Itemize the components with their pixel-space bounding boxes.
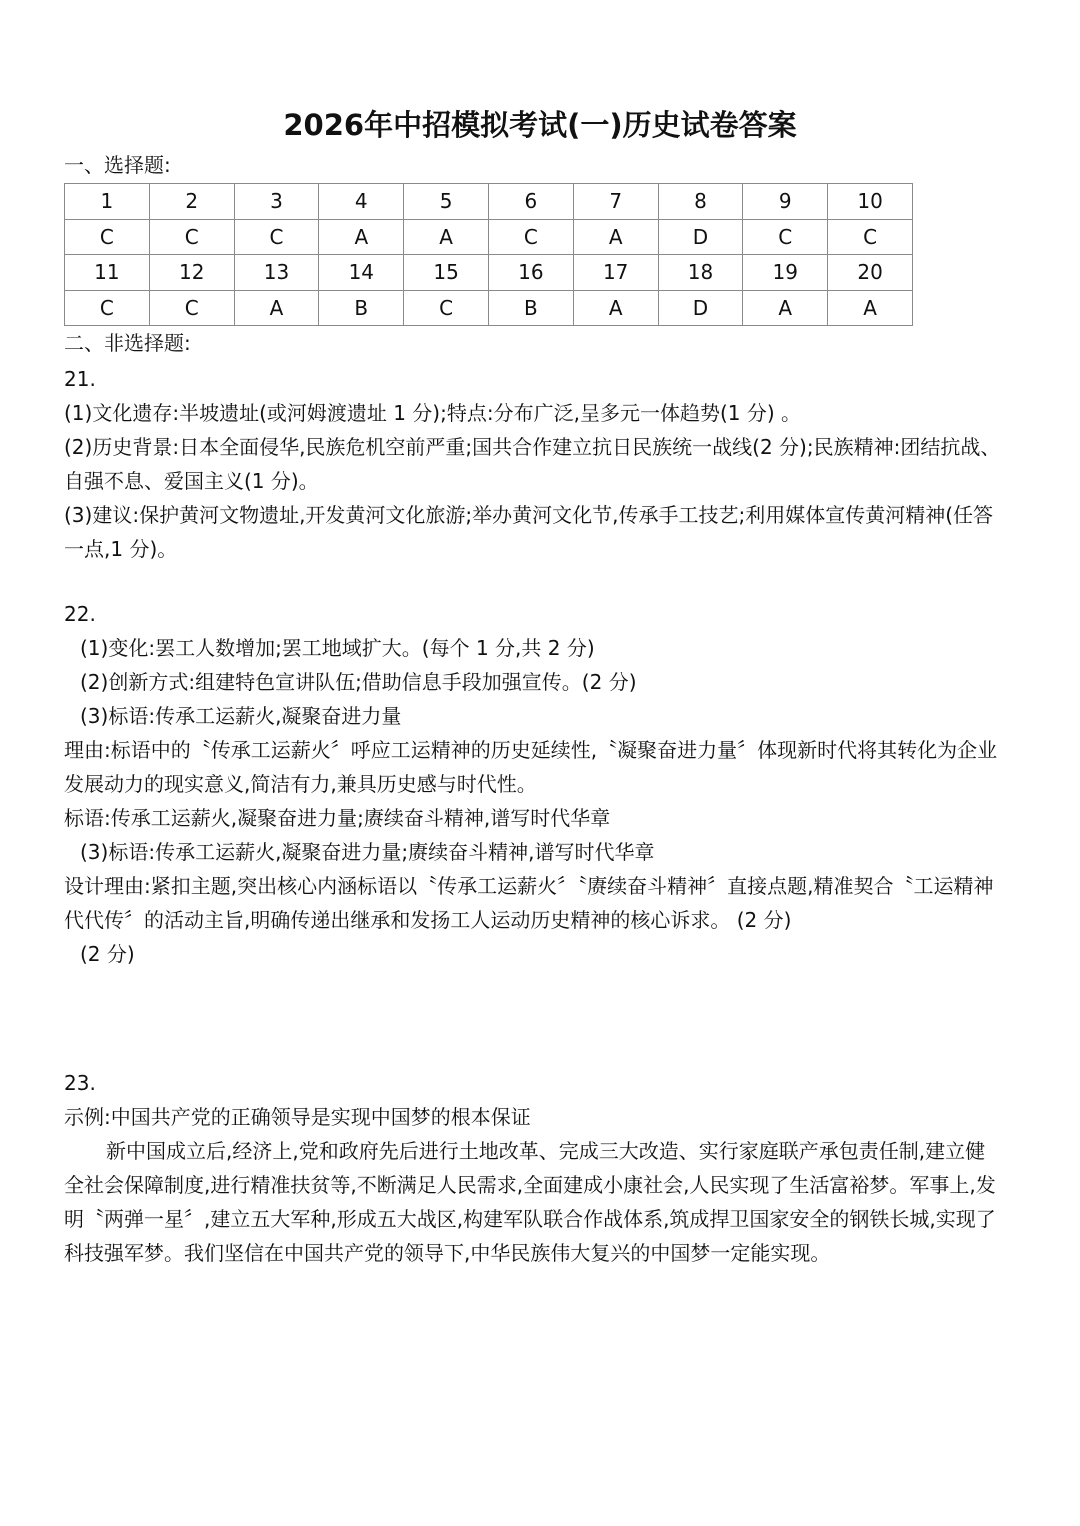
answer-paragraph: 理由:标语中的〝传承工运薪火〞呼应工运精神的历史延续性,〝凝聚奋进力量〞体现新时代将其转化为企业发展动力的现实意义,简洁有力,兼具历史感与时代性。 bbox=[64, 738, 998, 796]
question-number-cell: 4 bbox=[319, 184, 404, 220]
question-number-cell: 6 bbox=[488, 184, 573, 220]
section-multiple-choice-heading: 一、选择题: bbox=[64, 153, 171, 177]
answer-row bbox=[65, 290, 913, 326]
question-number-cell: 14 bbox=[319, 255, 404, 291]
question-number-cell: 1 bbox=[65, 184, 150, 220]
question-number-cell: 7 bbox=[573, 184, 658, 220]
answer-paragraph: (2 分) bbox=[80, 942, 135, 966]
answer-cell: D bbox=[658, 290, 743, 326]
question-number-cell: 9 bbox=[743, 184, 828, 220]
answer-cell: C bbox=[65, 219, 150, 255]
page-title: 2026年中招模拟考试(一)历史试卷答案 bbox=[283, 108, 797, 142]
question-number-cell: 11 bbox=[65, 255, 150, 291]
question-number-cell: 18 bbox=[658, 255, 743, 291]
answer-paragraph: 标语:传承工运薪火,凝聚奋进力量;赓续奋斗精神,谱写时代华章 bbox=[64, 806, 611, 830]
answer-paragraph: 设计理由:紧扣主题,突出核心内涵标语以〝传承工运薪火〞〝赓续奋斗精神〞直接点题,精准契合〝工运精神代代传〞的活动主旨,明确传递出继承和发扬工人运动历史精神的核心诉求。 (2 分) bbox=[64, 874, 994, 932]
question-number-cell: 19 bbox=[743, 255, 828, 291]
question-number-cell: 15 bbox=[404, 255, 489, 291]
answer-paragraph: (2)历史背景:日本全面侵华,民族危机空前严重;国共合作建立抗日民族统一战线(2 分);民族精神:团结抗战、自强不息、爱国主义(1 分)。 bbox=[64, 435, 1001, 493]
answer-cell: C bbox=[488, 219, 573, 255]
question-number-cell: 20 bbox=[828, 255, 913, 291]
answer-cell: A bbox=[573, 219, 658, 255]
answer-cell: C bbox=[65, 290, 150, 326]
answer-cell: A bbox=[319, 219, 404, 255]
question-number-cell: 3 bbox=[234, 184, 319, 220]
answer-row bbox=[65, 219, 913, 255]
answer-cell: B bbox=[319, 290, 404, 326]
answer-cell: C bbox=[743, 219, 828, 255]
question-number-row bbox=[65, 255, 913, 291]
answer-cell: C bbox=[404, 290, 489, 326]
answer-paragraph: (3)标语:传承工运薪火,凝聚奋进力量;赓续奋斗精神,谱写时代华章 bbox=[80, 840, 655, 864]
question-21 bbox=[64, 362, 1004, 566]
answer-cell: C bbox=[234, 219, 319, 255]
answer-cell: A bbox=[404, 219, 489, 255]
answer-cell: C bbox=[828, 219, 913, 255]
answer-cell: A bbox=[234, 290, 319, 326]
answer-paragraph: (1)变化:罢工人数增加;罢工地域扩大。(每个 1 分,共 2 分) bbox=[80, 636, 595, 660]
question-number-row bbox=[65, 184, 913, 220]
answer-paragraph: 新中国成立后,经济上,党和政府先后进行土地改革、完成三大改造、实行家庭联产承包责任制,建立健全社会保障制度,进行精准扶贫等,不断满足人民需求,全面建成小康社会,人民实现了生活富裕梦。军事上,发明〝两弹一星〞,建立五大军种,形成五大战区,构建军队联合作战体系,筑成捍卫国家安全的钢铁长城,实现了科技强军梦。我们坚信在中国共产党的领导下,中华民族伟大复兴的中国梦一定能实现。 bbox=[64, 1139, 996, 1265]
answer-cell: B bbox=[488, 290, 573, 326]
answer-table bbox=[64, 183, 913, 326]
question-number: 23. bbox=[64, 1071, 96, 1095]
answer-cell: A bbox=[828, 290, 913, 326]
answer-cell: A bbox=[573, 290, 658, 326]
answer-cell: A bbox=[743, 290, 828, 326]
answer-paragraph: 示例:中国共产党的正确领导是实现中国梦的根本保证 bbox=[64, 1105, 531, 1129]
answer-paragraph: (2)创新方式:组建特色宣讲队伍;借助信息手段加强宣传。(2 分) bbox=[80, 670, 637, 694]
question-number-cell: 16 bbox=[488, 255, 573, 291]
answer-paragraph: (1)文化遗存:半坡遗址(或河姆渡遗址 1 分);特点:分布广泛,呈多元一体趋势(1 分) 。 bbox=[64, 401, 801, 425]
question-number-cell: 8 bbox=[658, 184, 743, 220]
answer-paragraph: (3)标语:传承工运薪火,凝聚奋进力量 bbox=[80, 704, 402, 728]
answer-cell: C bbox=[149, 219, 234, 255]
question-number-cell: 5 bbox=[404, 184, 489, 220]
answer-cell: D bbox=[658, 219, 743, 255]
answer-cell: C bbox=[149, 290, 234, 326]
question-22 bbox=[64, 597, 1004, 971]
question-number: 22. bbox=[64, 602, 96, 626]
question-number-cell: 12 bbox=[149, 255, 234, 291]
question-number-cell: 2 bbox=[149, 184, 234, 220]
section-non-choice-heading: 二、非选择题: bbox=[64, 331, 191, 355]
question-number-cell: 10 bbox=[828, 184, 913, 220]
question-23 bbox=[64, 1066, 1004, 1270]
question-number: 21. bbox=[64, 367, 96, 391]
question-number-cell: 17 bbox=[573, 255, 658, 291]
answer-paragraph: (3)建议:保护黄河文物遗址,开发黄河文化旅游;举办黄河文化节,传承手工技艺;利用媒体宣传黄河精神(任答一点,1 分)。 bbox=[64, 503, 994, 561]
question-number-cell: 13 bbox=[234, 255, 319, 291]
